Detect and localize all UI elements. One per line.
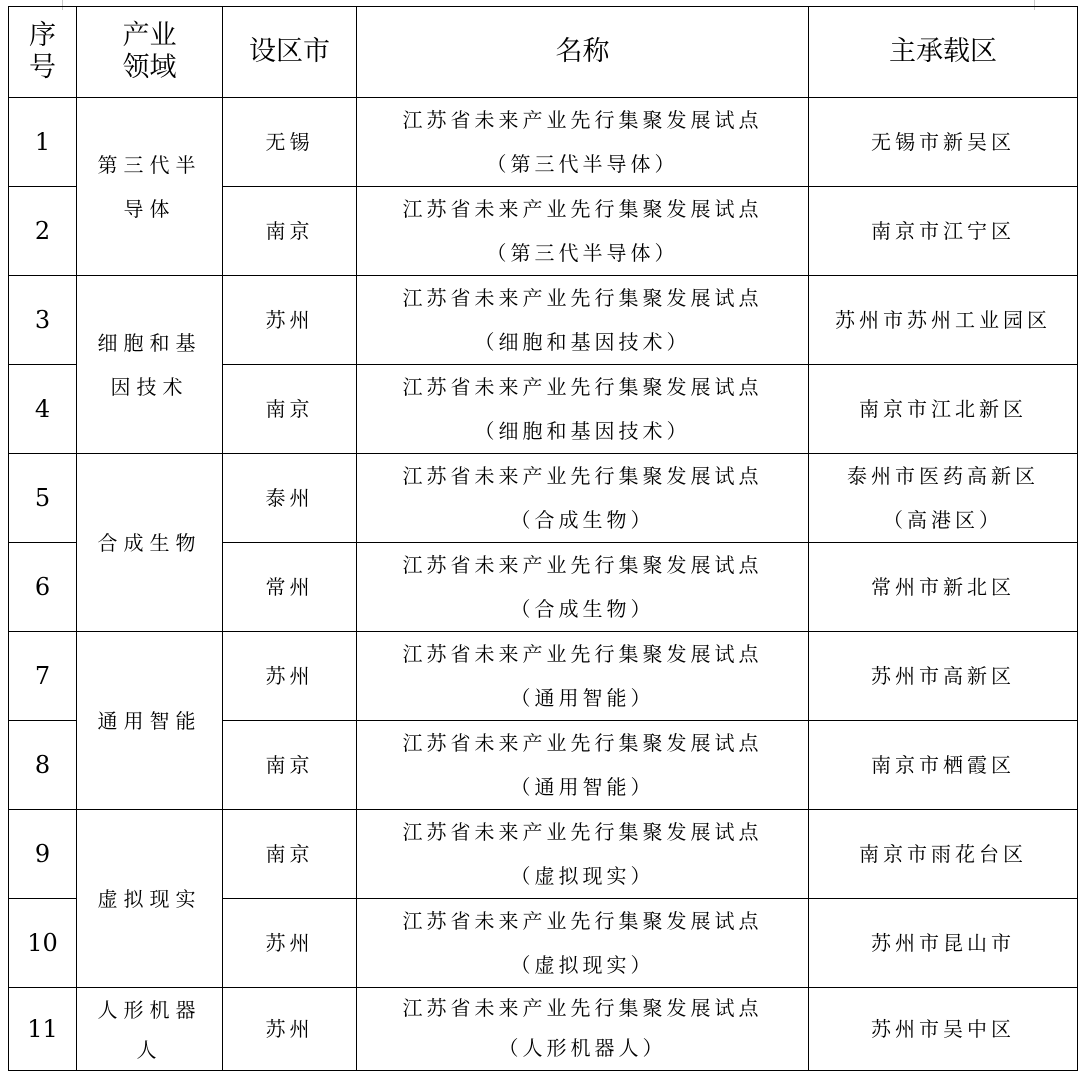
row-seq: 7: [9, 632, 77, 721]
row-name: 江苏省未来产业先行集聚发展试点 （细胞和基因技术）: [357, 276, 809, 365]
row-area: 南京市江宁区: [809, 187, 1078, 276]
row-seq: 6: [9, 543, 77, 632]
row-name: 江苏省未来产业先行集聚发展试点 （人形机器人）: [357, 988, 809, 1071]
row-seq: 1: [9, 98, 77, 187]
row-seq: 10: [9, 899, 77, 988]
table-row: [9, 98, 1078, 187]
row-seq: 9: [9, 810, 77, 899]
row-field: 通用智能: [77, 632, 223, 810]
row-area: 常州市新北区: [809, 543, 1078, 632]
row-seq: 5: [9, 454, 77, 543]
row-city: 苏州: [223, 899, 357, 988]
row-area: 南京市栖霞区: [809, 721, 1078, 810]
row-area: 苏州市苏州工业园区: [809, 276, 1078, 365]
table-row: [9, 988, 1078, 1071]
row-area: 南京市雨花台区: [809, 810, 1078, 899]
table-row: [9, 276, 1078, 365]
pilot-list-table: [8, 6, 1078, 1071]
row-area: 苏州市高新区: [809, 632, 1078, 721]
row-city: 南京: [223, 810, 357, 899]
row-city: 南京: [223, 721, 357, 810]
row-area: 苏州市吴中区: [809, 988, 1078, 1071]
table-row: [9, 810, 1078, 899]
row-name: 江苏省未来产业先行集聚发展试点 （第三代半导体）: [357, 98, 809, 187]
row-field: 虚拟现实: [77, 810, 223, 988]
header-city: 设区市: [223, 7, 357, 98]
table-header-row: [9, 7, 1078, 98]
row-field: 人形机器人: [77, 988, 223, 1071]
row-area: 泰州市医药高新区 （高港区）: [809, 454, 1078, 543]
row-name: 江苏省未来产业先行集聚发展试点 （通用智能）: [357, 721, 809, 810]
row-name: 江苏省未来产业先行集聚发展试点 （通用智能）: [357, 632, 809, 721]
row-name: 江苏省未来产业先行集聚发展试点 （虚拟现实）: [357, 899, 809, 988]
row-city: 苏州: [223, 988, 357, 1071]
row-field: 合成生物: [77, 454, 223, 632]
row-seq: 8: [9, 721, 77, 810]
row-area: 无锡市新吴区: [809, 98, 1078, 187]
row-name: 江苏省未来产业先行集聚发展试点 （合成生物）: [357, 454, 809, 543]
row-name: 江苏省未来产业先行集聚发展试点 （细胞和基因技术）: [357, 365, 809, 454]
row-city: 苏州: [223, 276, 357, 365]
table-row: [9, 632, 1078, 721]
header-name: 名称: [357, 7, 809, 98]
row-area: 苏州市昆山市: [809, 899, 1078, 988]
row-seq: 11: [9, 988, 77, 1071]
row-city: 常州: [223, 543, 357, 632]
row-city: 泰州: [223, 454, 357, 543]
header-area: 主承载区: [809, 7, 1078, 98]
row-seq: 3: [9, 276, 77, 365]
row-name: 江苏省未来产业先行集聚发展试点 （第三代半导体）: [357, 187, 809, 276]
row-seq: 4: [9, 365, 77, 454]
row-city: 无锡: [223, 98, 357, 187]
row-field: 第三代半导体: [77, 98, 223, 276]
row-name: 江苏省未来产业先行集聚发展试点 （虚拟现实）: [357, 810, 809, 899]
row-name: 江苏省未来产业先行集聚发展试点 （合成生物）: [357, 543, 809, 632]
row-city: 南京: [223, 365, 357, 454]
header-seq: 序 号: [9, 7, 77, 98]
row-area: 南京市江北新区: [809, 365, 1078, 454]
table-row: [9, 454, 1078, 543]
row-city: 苏州: [223, 632, 357, 721]
row-field: 细胞和基因技术: [77, 276, 223, 454]
row-seq: 2: [9, 187, 77, 276]
row-city: 南京: [223, 187, 357, 276]
header-field: 产业 领域: [77, 7, 223, 98]
